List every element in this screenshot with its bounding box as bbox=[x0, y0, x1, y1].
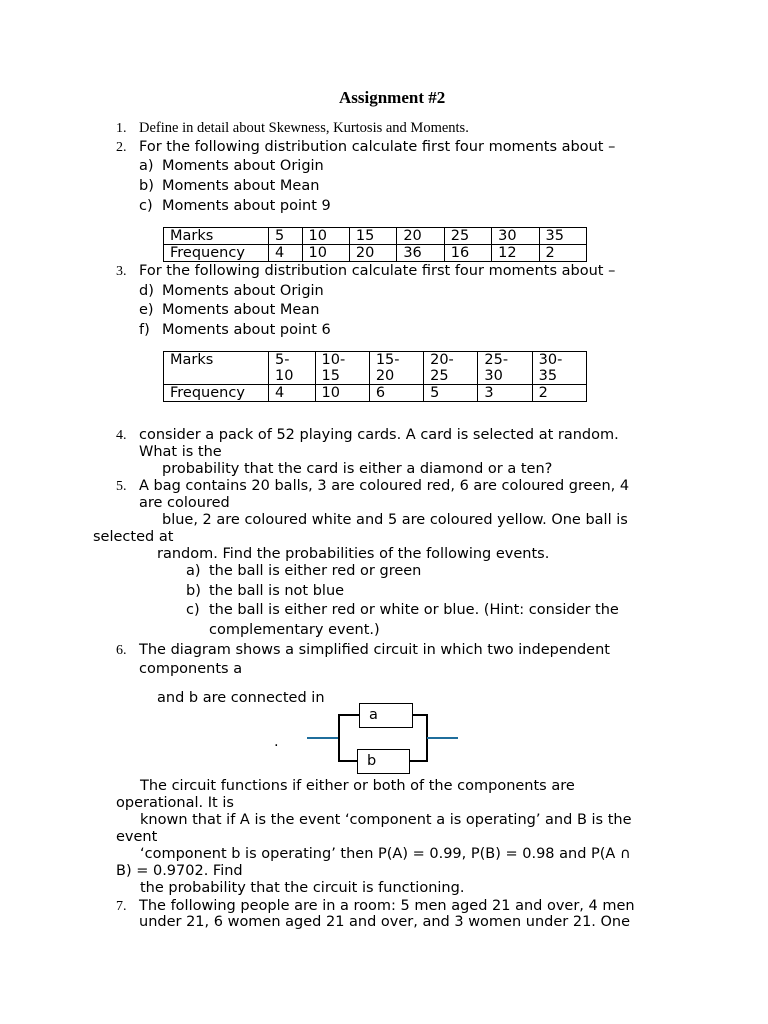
list-item-label: b) bbox=[139, 178, 154, 194]
paragraph-line: ‘component b is operating’ then P(A) = 0.99, P(B) = 0.98 and P(A ∩ bbox=[140, 846, 631, 862]
question-text: under 21, 6 women aged 21 and over, and 3 women under 21. One bbox=[139, 914, 631, 930]
wire-b-right bbox=[410, 760, 427, 762]
component-b: b bbox=[357, 749, 410, 774]
question-text: components a bbox=[139, 661, 243, 677]
table-row bbox=[164, 385, 587, 402]
paragraph-line: The circuit functions if either or both of the components are bbox=[140, 778, 575, 794]
table-cell: 16 bbox=[444, 245, 491, 262]
table-cell: 36 bbox=[397, 245, 444, 262]
question-number: 7. bbox=[116, 899, 127, 914]
question-text: selected at bbox=[93, 529, 174, 545]
question-text: consider a pack of 52 playing cards. A card is selected at random. bbox=[139, 427, 619, 443]
output-wire bbox=[427, 737, 458, 739]
question-number: 4. bbox=[116, 428, 127, 443]
table-cell: 15 bbox=[349, 228, 396, 245]
question-text: and b are connected in bbox=[157, 690, 325, 706]
list-item: complementary event.) bbox=[209, 622, 380, 638]
paragraph-line: operational. It is bbox=[116, 795, 234, 811]
question-number: 6. bbox=[116, 643, 127, 658]
wire-a-left bbox=[338, 714, 360, 716]
table-cell: 20 bbox=[349, 245, 396, 262]
question-text: The following people are in a room: 5 men aged 21 and over, 4 men bbox=[139, 898, 635, 914]
table-cell: Frequency bbox=[164, 245, 269, 262]
list-item-label: b) bbox=[186, 583, 201, 599]
list-item-label: d) bbox=[139, 283, 154, 299]
list-item: Moments about point 9 bbox=[162, 198, 331, 214]
data-table bbox=[163, 351, 587, 402]
input-wire bbox=[307, 737, 339, 739]
table-row bbox=[164, 228, 587, 245]
list-item-label: e) bbox=[139, 302, 154, 318]
data-table bbox=[163, 227, 587, 262]
question-text: For the following distribution calculate first four moments about – bbox=[139, 263, 616, 279]
table-cell: Marks bbox=[164, 352, 269, 385]
list-item: Moments about point 6 bbox=[162, 322, 331, 338]
table-cell: Marks bbox=[164, 228, 269, 245]
table-row bbox=[164, 352, 587, 385]
question-text: What is the bbox=[139, 444, 222, 460]
question-number: 2. bbox=[116, 140, 127, 155]
left-rail bbox=[338, 714, 340, 762]
table-row bbox=[164, 245, 587, 262]
question-number: 1. bbox=[116, 121, 127, 136]
table-cell: 2 bbox=[539, 245, 586, 262]
list-item: Moments about Mean bbox=[162, 178, 320, 194]
table-cell: 25 bbox=[444, 228, 491, 245]
table-cell: 25- 30 bbox=[478, 352, 532, 385]
table-cell: 4 bbox=[269, 245, 303, 262]
paragraph-line: B) = 0.9702. Find bbox=[116, 863, 243, 879]
list-item: the ball is either red or green bbox=[209, 563, 422, 579]
question-text: For the following distribution calculate first four moments about – bbox=[139, 139, 616, 155]
table-cell: 20 bbox=[397, 228, 444, 245]
list-item: Moments about Origin bbox=[162, 283, 324, 299]
table-cell: 5- 10 bbox=[269, 352, 316, 385]
table-cell: 6 bbox=[369, 385, 423, 402]
question-text: probability that the card is either a diamond or a ten? bbox=[162, 461, 553, 477]
table-cell: 10- 15 bbox=[315, 352, 369, 385]
list-item: the ball is either red or white or blue. (Hint: consider the bbox=[209, 602, 619, 618]
question-text: Define in detail about Skewness, Kurtosis and Moments. bbox=[139, 120, 469, 136]
question-text: A bag contains 20 balls, 3 are coloured red, 6 are coloured green, 4 bbox=[139, 478, 630, 494]
table-cell: 5 bbox=[424, 385, 478, 402]
table-cell: 15- 20 bbox=[369, 352, 423, 385]
table-cell: 5 bbox=[269, 228, 303, 245]
paragraph-line: the probability that the circuit is functioning. bbox=[140, 880, 465, 896]
list-item: Moments about Mean bbox=[162, 302, 320, 318]
table-cell: Frequency bbox=[164, 385, 269, 402]
table-cell: 3 bbox=[478, 385, 532, 402]
list-item: the ball is not blue bbox=[209, 583, 345, 599]
list-item-label: a) bbox=[139, 158, 154, 174]
list-item: Moments about Origin bbox=[162, 158, 324, 174]
question-text: The diagram shows a simplified circuit in which two independent bbox=[139, 642, 610, 658]
paragraph-line: known that if A is the event ‘component a is operating’ and B is the bbox=[140, 812, 632, 828]
table-cell: 30 bbox=[492, 228, 539, 245]
page-title: Assignment #2 bbox=[339, 88, 446, 107]
question-text: are coloured bbox=[139, 495, 230, 511]
list-item-label: c) bbox=[139, 198, 153, 214]
table-cell: 35 bbox=[539, 228, 586, 245]
table-cell: 12 bbox=[492, 245, 539, 262]
table-cell: 4 bbox=[269, 385, 316, 402]
list-item-label: c) bbox=[186, 602, 200, 618]
paragraph-line: event bbox=[116, 829, 158, 845]
component-a: a bbox=[359, 703, 413, 728]
list-item-label: f) bbox=[139, 322, 150, 338]
dot: . bbox=[274, 734, 279, 750]
question-text: random. Find the probabilities of the following events. bbox=[157, 546, 550, 562]
wire-a-right bbox=[413, 714, 427, 716]
table-cell: 30- 35 bbox=[532, 352, 586, 385]
table-cell: 20- 25 bbox=[424, 352, 478, 385]
table-cell: 10 bbox=[302, 245, 349, 262]
question-number: 5. bbox=[116, 479, 127, 494]
question-text: blue, 2 are coloured white and 5 are coloured yellow. One ball is bbox=[162, 512, 628, 528]
question-number: 3. bbox=[116, 264, 127, 279]
table-cell: 2 bbox=[532, 385, 586, 402]
list-item-label: a) bbox=[186, 563, 201, 579]
table-cell: 10 bbox=[302, 228, 349, 245]
table-cell: 10 bbox=[315, 385, 369, 402]
